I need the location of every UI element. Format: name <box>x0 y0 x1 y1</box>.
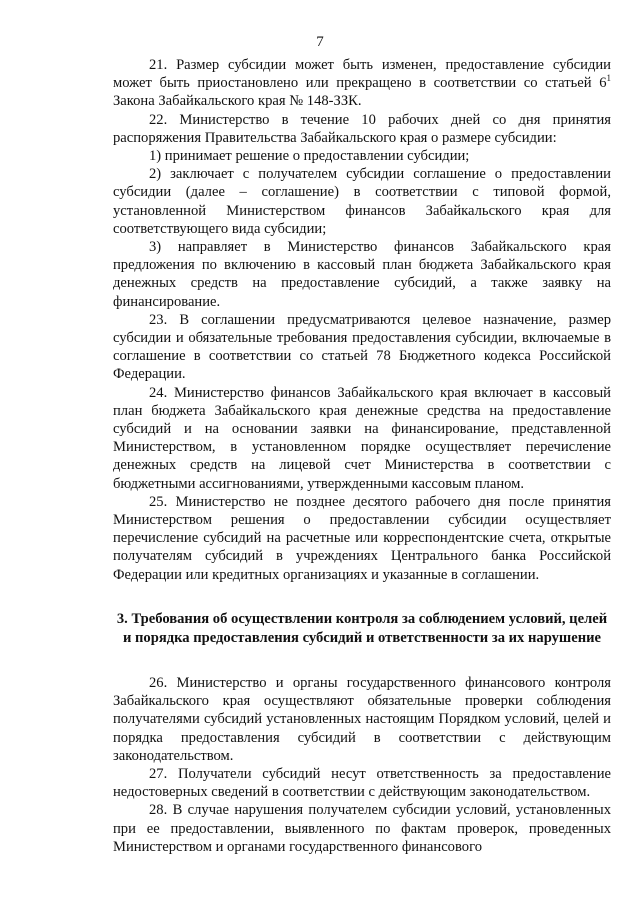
document-body <box>113 56 611 856</box>
paragraph-22-item-1: 1) принимает решение о предоставлении субсидии; <box>149 148 470 165</box>
paragraph-22-item-3: 3) направляет в Министерство финансов Забайкальского края предложения по включению в кассовый план бюджета Забайкальского края денежных средств на предоставление субсидий, а также заявку на финансирование. <box>113 239 611 310</box>
paragraph-21-text: 21. Размер субсидии может быть изменен, предоставление субсидии может быть приостановлено или прекращено в соответствии со статьей 6 <box>113 57 611 92</box>
paragraph-22: 22. Министерство в течение 10 рабочих дней со дня принятия распоряжения Правительства Забайкальского края о размере субсидии: <box>113 111 611 146</box>
paragraph-28: 28. В случае нарушения получателем субсидии условий, установленных при ее предоставлении, выявленного по фактам проверок, проведенных Министерством и органами государственного финансового <box>113 802 611 855</box>
paragraph-21-superscript: 1 <box>606 73 611 84</box>
paragraph-21-tail: Закона Забайкальского края № 148-ЗЗК. <box>113 93 362 110</box>
paragraph-24: 24. Министерство финансов Забайкальского края включает в кассовый план бюджета Забайкальского края денежные средства на предоставление субсидий и на основании заявки на финансирование, представленной Министерством, в установленном порядке осуществляет перечисление денежных средств на лицевой счет Министерства в соответствии с бюджетными ассигнованиями, утвержденными кассовым планом. <box>113 384 611 492</box>
paragraph-23: 23. В соглашении предусматриваются целевое назначение, размер субсидии и обязательные требования предоставления субсидии, включаемые в соглашение в соответствии со статьей 78 Бюджетного кодекса Российской Федерации. <box>113 311 611 383</box>
section-title: 3. Требования об осуществлении контроля за соблюдением условий, целей и порядка предоставления субсидий и ответственности за их нарушение <box>116 610 608 646</box>
paragraph-26: 26. Министерство и органы государственного финансового контроля Забайкальского края осуществляют обязательные проверки соблюдения получателями субсидий установленных настоящим Порядком условий, целей и порядка предоставления субсидий в соответствии с действующим законодательством. <box>113 674 611 764</box>
paragraph-25: 25. Министерство не позднее десятого рабочего дня после принятия Министерством решения о предоставлении субсидии осуществляет перечисление субсидий на расчетные или корреспондентские счета, открытые получателям субсидий в учреждениях Центрального банка Российской Федерации или кредитных организациях и указанные в соглашении. <box>113 493 611 583</box>
page-number: 7 <box>316 34 324 50</box>
paragraph-22-item-2: 2) заключает с получателем субсидии соглашение о предоставлении субсидии (далее – соглашение) в соответствии с типовой формой, установленной Министерством финансов Забайкальского края для соответствующего вида субсидии; <box>113 166 611 237</box>
paragraph-21 <box>113 56 611 111</box>
paragraph-27: 27. Получатели субсидий несут ответственность за предоставление недостоверных сведений в соответствии с действующим законодательством. <box>113 765 611 801</box>
